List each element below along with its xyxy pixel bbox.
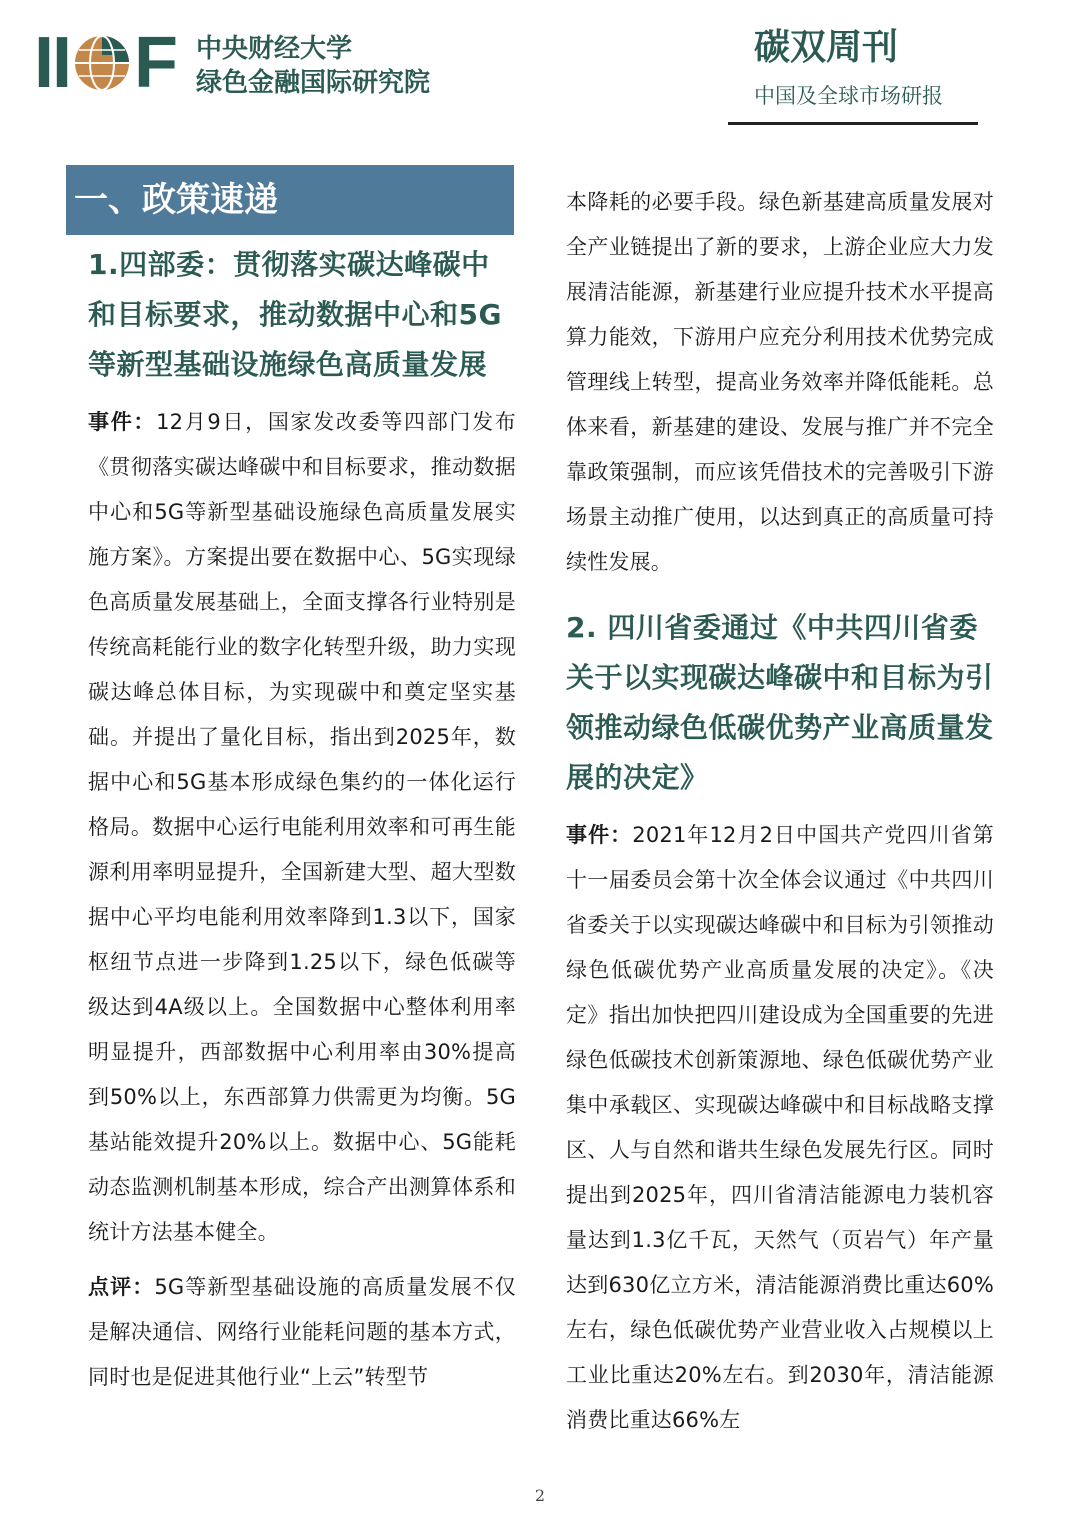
logo-letters-left: II	[34, 23, 71, 103]
page-number: 2	[534, 1486, 546, 1505]
globe-icon	[72, 33, 132, 93]
org-name-line1: 中央财经大学	[196, 34, 353, 64]
institute-logo	[34, 23, 454, 108]
article1-comment-continued	[566, 180, 994, 585]
publication-title: 碳双周刊	[754, 27, 899, 68]
masthead-rule	[728, 122, 978, 125]
article1-event-text: 12月9日，国家发改委等四部门发布《贯彻落实碳达峰碳中和目标要求，推动数据中心和5G等新型基础设施绿色高质量发展实施方案》。方案提出要在数据中心、5G实现绿色高质量发展基础上，全面支撑各行业特别是传统高耗能行业的数字化转型升级，助力实现碳达峰总体目标，为实现碳中和奠定坚实基础。并提出了量化目标，指出到2025年，数据中心和5G基本形成绿色集约的一体化运行格局。数据中心运行电能利用效率和可再生能源利用率明显提升，全国新建大型、超大型数据中心平均电能利用效率降到1.3以下，国家枢纽节点进一步降到1.25以下，绿色低碳等级达到4A级以上。全国数据中心整体利用率明显提升，西部数据中心利用率由30%提高到50%以上，东西部算力供需更为均衡。5G基站能效提升20%以上。数据中心、5G能耗动态监测机制基本形成，综合产出测算体系和统计方法基本健全。	[88, 410, 516, 1244]
article1-comment	[88, 1265, 516, 1400]
right-column	[566, 180, 994, 1443]
article2-heading: 2. 四川省委通过《中共四川省委关于以实现碳达峰碳中和目标为引领推动绿色低碳优势产业高质量发展的决定》	[566, 611, 994, 794]
left-column	[88, 240, 516, 1400]
section-title-bar: 一、政策速递	[66, 165, 514, 235]
article2-event	[566, 813, 994, 1443]
article1-event	[88, 400, 516, 1255]
article2-event-text: 2021年12月2日中国共产党四川省第十一届委员会第十次全体会议通过《中共四川省委关于以实现碳达峰碳中和目标为引领推动绿色低碳优势产业高质量发展的决定》。《决定》指出加快把四川建设成为全国重要的先进绿色低碳技术创新策源地、绿色低碳优势产业集中承载区、实现碳达峰碳中和目标战略支撑区、人与自然和谐共生绿色发展先行区。同时提出到2025年，四川省清洁能源电力装机容量达到1.3亿千瓦，天然气（页岩气）年产量达到630亿立方米，清洁能源消费比重达60%左右，绿色低碳优势产业营业收入占规模以上工业比重达20%左右。到2030年，清洁能源消费比重达66%左	[566, 823, 994, 1432]
article1-comment-label: 点评：	[88, 1275, 155, 1299]
org-name	[196, 32, 430, 100]
masthead	[728, 24, 978, 125]
publication-subtitle: 中国及全球市场研报	[754, 84, 943, 108]
article1-heading: 1.四部委：贯彻落实碳达峰碳中和目标要求，推动数据中心和5G等新型基础设施绿色高质量发展	[88, 248, 502, 381]
org-name-line2: 绿色金融国际研究院	[196, 68, 431, 98]
article1-comment-continued-text: 本降耗的必要手段。绿色新基建高质量发展对全产业链提出了新的要求，上游企业应大力发展清洁能源，新基建行业应提升技术水平提高算力能效，下游用户应充分利用技术优势完成管理线上转型，提高业务效率并降低能耗。总体来看，新基建的建设、发展与推广并不完全靠政策强制，而应该凭借技术的完善吸引下游场景主动推广使用，以达到真正的高质量可持续性发展。	[566, 190, 994, 574]
logo-letters-right: F	[134, 23, 176, 103]
logo-mark	[34, 23, 176, 103]
article1-event-label: 事件：	[88, 410, 157, 434]
article2-event-label: 事件：	[566, 823, 633, 847]
article1-comment-text: 5G等新型基础设施的高质量发展不仅是解决通信、网络行业能耗问题的基本方式，同时也是促进其他行业“上云”转型节	[88, 1275, 516, 1389]
